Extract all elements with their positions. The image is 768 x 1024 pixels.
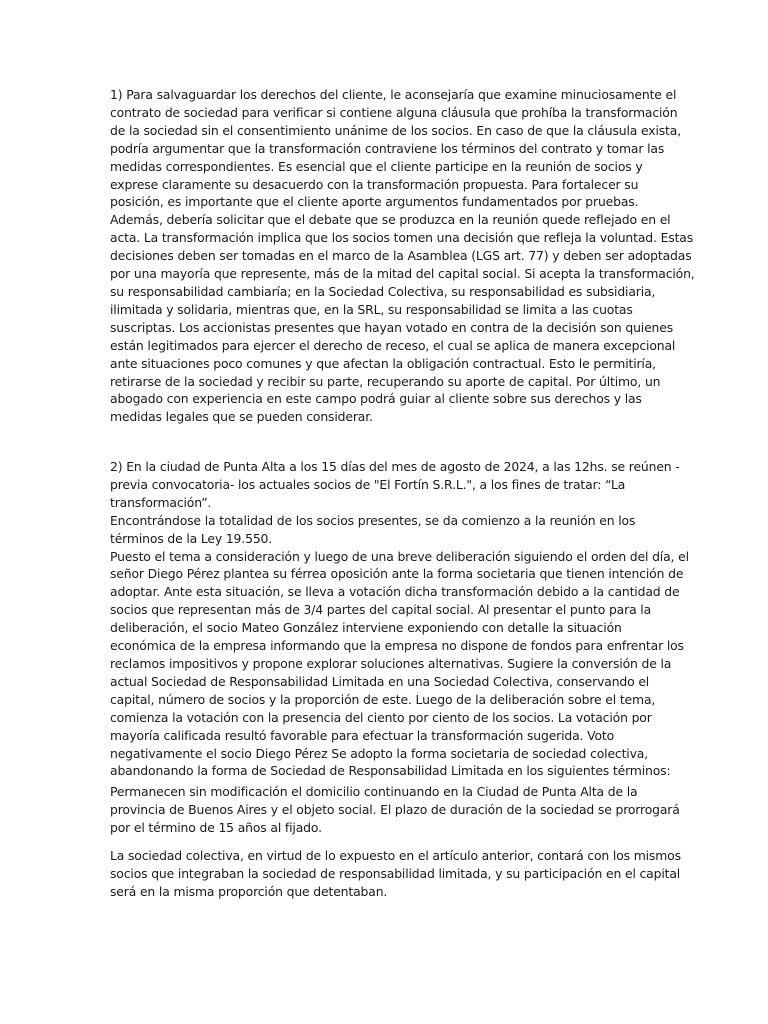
text-line: La sociedad colectiva, en virtud de lo expuesto en el artículo anterior, contará con los mismos	[110, 848, 681, 863]
text-line: deliberación, el socio Mateo González interviene exponiendo con detalle la situación	[110, 620, 622, 636]
text-line: será en la misma proporción que detentaban.	[110, 883, 388, 899]
text-line: provincia de Buenos Aires y el objeto social. El plazo de duración de la sociedad se prorrogará	[110, 801, 680, 817]
paragraph-answer-2	[110, 458, 689, 780]
text-line: medidas correspondientes. Es esencial que el cliente participe en la reunión de socios y	[110, 158, 643, 174]
text-line: de la sociedad sin el consentimiento unánime de los socios. En caso de que la cláusula exista,	[110, 122, 681, 138]
text-line: ante situaciones poco comunes y que afectan la obligación contractual. Esto le permitiría,	[110, 355, 656, 371]
text-line: contrato de sociedad para verificar si contiene alguna cláusula que prohíba la transformación	[110, 104, 678, 120]
text-line: socios que representan más de 3/4 partes del capital social. Al presentar el punto para la	[110, 602, 652, 618]
text-line: adoptar. Ante esta situación, se lleva a votación dicha transformación debido a la cantidad de	[110, 584, 680, 600]
text-line: están legitimados para ejercer el derecho de receso, el cual se aplica de manera excepcional	[110, 337, 676, 353]
text-line: transformación”.	[110, 494, 212, 510]
text-line: retirarse de la sociedad y recibir su parte, recuperando su aporte de capital. Por último, un	[110, 373, 661, 389]
text-line: reclamos impositivos y propone explorar soluciones alternativas. Sugiere la conversión de la	[110, 655, 672, 671]
text-line: su responsabilidad cambiaría; en la Sociedad Colectiva, su responsabilidad es subsidiaria,	[110, 283, 656, 299]
text-line: negativamente el socio Diego Pérez Se adopto la forma societaria de sociedad colectiva,	[110, 745, 649, 761]
text-line: medidas legales que se pueden considerar.	[110, 409, 373, 425]
text-line: términos de la Ley 19.550.	[110, 530, 273, 546]
text-line: 1) Para salvaguardar los derechos del cliente, le aconsejaría que examine minuciosamente el	[110, 87, 677, 102]
text-line: acta. La transformación implica que los socios tomen una decisión que refleja la voluntad. Estas	[110, 230, 694, 246]
text-line: comienza la votación con la presencia del ciento por ciento de los socios. La votación por	[110, 709, 652, 725]
text-line: mayoría calificada resultó favorable para efectuar la transformación sugerida. Voto	[110, 727, 615, 743]
text-line: 2) En la ciudad de Punta Alta a los 15 días del mes de agosto de 2024, a las 12hs. se reúnen -	[110, 459, 680, 474]
text-line: actual Sociedad de Responsabilidad Limitada en una Sociedad Colectiva, conservando el	[110, 673, 650, 689]
text-line: señor Diego Pérez plantea su férrea oposición ante la forma societaria que tienen intención de	[110, 566, 684, 582]
text-line: por una mayoría que represente, más de la mitad del capital social. Si acepta la transformación,	[110, 266, 695, 282]
text-line: exprese claramente su desacuerdo con la transformación propuesta. Para fortalecer su	[110, 176, 639, 192]
text-line: Encontrándose la totalidad de los socios presentes, se da comienzo a la reunión en los	[110, 512, 636, 528]
text-line: económica de la empresa informando que la empresa no dispone de fondos para enfrentar los	[110, 638, 684, 654]
text-line: suscriptas. Los accionistas presentes que hayan votado en contra de la decisión son quienes	[110, 319, 674, 335]
text-line: abandonando la forma de Sociedad de Responsabilidad Limitada en los siguientes términos:	[110, 763, 671, 779]
text-line: podría argumentar que la transformación contraviene los términos del contrato y tomar las	[110, 140, 665, 156]
text-line: ilimitada y solidaria, mientras que, en la SRL, su responsabilidad se limita a las cuotas	[110, 301, 633, 317]
text-line: por el término de 15 años al fijado.	[110, 819, 322, 835]
text-line: decisiones deben ser tomadas en el marco de la Asamblea (LGS art. 77) y deben ser adoptadas	[110, 248, 692, 264]
text-line: Puesto el tema a consideración y luego de una breve deliberación siguiendo el orden del día, el	[110, 548, 689, 564]
text-line: socios que integraban la sociedad de responsabilidad limitada, y su participación en el capital	[110, 865, 681, 881]
text-line: posición, es importante que el cliente aporte argumentos fundamentados por pruebas.	[110, 194, 639, 210]
paragraph-domicilio	[110, 783, 680, 837]
text-line: capital, número de socios y la proporción de este. Luego de la deliberación sobre el tema,	[110, 691, 656, 707]
text-line: previa convocatoria- los actuales socios de "El Fortín S.R.L.", a los fines de tratar: “La	[110, 476, 626, 492]
text-line: Además, debería solicitar que el debate que se produzca en la reunión quede reflejado en el	[110, 212, 671, 228]
text-line: abogado con experiencia en este campo podrá guiar al cliente sobre sus derechos y las	[110, 391, 642, 407]
paragraph-answer-1	[110, 86, 695, 426]
paragraph-socios	[110, 847, 681, 901]
text-line: Permanecen sin modificación el domicilio continuando en la Ciudad de Punta Alta de la	[110, 784, 638, 799]
